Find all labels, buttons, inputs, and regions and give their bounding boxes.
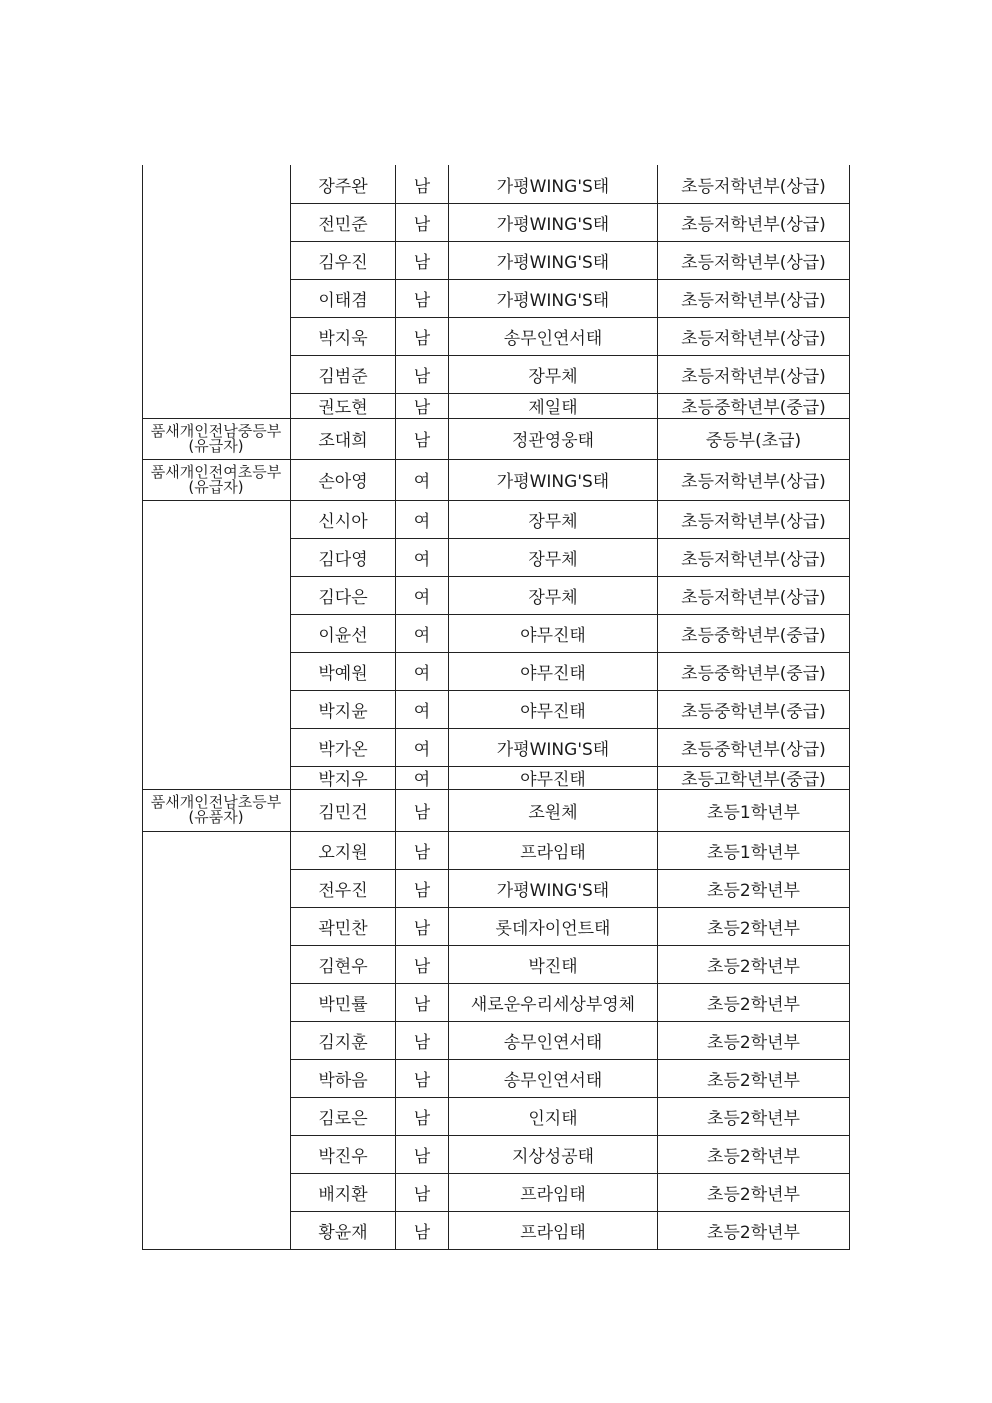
gender-cell: 남 xyxy=(413,214,431,235)
athlete-name-cell: 조대희 xyxy=(318,431,368,451)
gender-cell: 여 xyxy=(413,625,431,646)
gender-cell: 여 xyxy=(413,701,431,722)
dojang-cell: 장무체 xyxy=(528,511,578,532)
division-cell: 초등저학년부(상급) xyxy=(681,549,826,570)
column-divider xyxy=(448,165,449,1250)
athlete-name-cell: 장주완 xyxy=(318,176,368,197)
athlete-name-cell: 박지윤 xyxy=(318,701,368,722)
group-divider xyxy=(142,500,290,501)
dojang-cell: 송무인연서태 xyxy=(503,1070,603,1091)
division-cell: 초등저학년부(상급) xyxy=(681,366,826,387)
gender-cell: 남 xyxy=(413,290,431,311)
dojang-cell: 새로운우리세상부영체 xyxy=(470,994,636,1015)
dojang-cell: 야무진태 xyxy=(520,770,586,789)
dojang-cell: 야무진태 xyxy=(520,625,586,646)
division-cell: 초등2학년부 xyxy=(707,1184,800,1205)
gender-cell: 남 xyxy=(413,328,431,349)
gender-cell: 남 xyxy=(413,994,431,1015)
division-cell: 초등2학년부 xyxy=(707,880,800,901)
gender-cell: 남 xyxy=(413,431,431,451)
division-cell: 초등저학년부(상급) xyxy=(681,290,826,311)
gender-cell: 여 xyxy=(413,739,431,760)
column-divider xyxy=(657,165,658,1250)
division-cell: 초등1학년부 xyxy=(707,802,800,823)
athlete-name-cell: 김우진 xyxy=(318,252,368,273)
gender-cell: 남 xyxy=(413,802,431,823)
dojang-cell: 롯데자이언트태 xyxy=(495,918,611,939)
column-divider xyxy=(290,165,291,1250)
gender-cell: 여 xyxy=(413,511,431,532)
division-cell: 초등2학년부 xyxy=(707,918,800,939)
division-cell: 초등중학년부(중급) xyxy=(681,398,826,418)
row-divider xyxy=(290,1249,850,1250)
division-cell: 초등2학년부 xyxy=(707,1108,800,1129)
gender-cell: 남 xyxy=(413,1184,431,1205)
dojang-cell: 가평WING'S태 xyxy=(496,472,610,492)
dojang-cell: 장무체 xyxy=(528,366,578,387)
division-cell: 초등2학년부 xyxy=(707,1070,800,1091)
gender-cell: 여 xyxy=(413,770,431,789)
division-cell: 초등1학년부 xyxy=(707,842,800,863)
dojang-cell: 프라임태 xyxy=(520,1222,586,1243)
group-divider xyxy=(142,831,290,832)
column-divider xyxy=(849,165,850,1250)
gender-cell: 남 xyxy=(413,1222,431,1243)
gender-cell: 남 xyxy=(413,1108,431,1129)
athlete-name-cell: 김로은 xyxy=(318,1108,368,1129)
division-cell: 초등중학년부(중급) xyxy=(681,701,826,722)
category-cell: 품새개인전여초등부(유급자) xyxy=(150,462,282,496)
athlete-name-cell: 박예원 xyxy=(318,663,368,684)
athlete-name-cell: 신시아 xyxy=(318,511,368,532)
division-cell: 초등저학년부(상급) xyxy=(681,472,826,492)
dojang-cell: 야무진태 xyxy=(520,663,586,684)
athlete-name-cell: 전민준 xyxy=(318,214,368,235)
athlete-name-cell: 이윤선 xyxy=(318,625,368,646)
gender-cell: 남 xyxy=(413,1146,431,1167)
athlete-name-cell: 박진우 xyxy=(318,1146,368,1167)
athlete-name-cell: 황윤재 xyxy=(318,1222,368,1243)
group-divider xyxy=(142,1249,290,1250)
dojang-cell: 박진태 xyxy=(528,956,578,977)
gender-cell: 여 xyxy=(413,549,431,570)
dojang-cell: 정관영웅태 xyxy=(511,431,595,451)
gender-cell: 남 xyxy=(413,176,431,197)
division-cell: 초등중학년부(상급) xyxy=(681,739,826,760)
gender-cell: 남 xyxy=(413,398,431,418)
athlete-name-cell: 이태겸 xyxy=(318,290,368,311)
dojang-cell: 가평WING'S태 xyxy=(496,739,610,760)
division-cell: 초등저학년부(상급) xyxy=(681,587,826,608)
gender-cell: 남 xyxy=(413,1070,431,1091)
athlete-name-cell: 김민건 xyxy=(318,802,368,823)
athlete-name-cell: 배지환 xyxy=(318,1184,368,1205)
gender-cell: 남 xyxy=(413,366,431,387)
athlete-name-cell: 박하음 xyxy=(318,1070,368,1091)
division-cell: 초등2학년부 xyxy=(707,956,800,977)
athlete-name-cell: 김현우 xyxy=(318,956,368,977)
athlete-name-cell: 김다영 xyxy=(318,549,368,570)
division-cell: 중등부(초급) xyxy=(705,431,802,451)
dojang-cell: 장무체 xyxy=(528,587,578,608)
athlete-name-cell: 박지욱 xyxy=(318,328,368,349)
athlete-name-cell: 손아영 xyxy=(318,472,368,492)
division-cell: 초등저학년부(상급) xyxy=(681,176,826,197)
dojang-cell: 가평WING'S태 xyxy=(496,214,610,235)
gender-cell: 남 xyxy=(413,956,431,977)
dojang-cell: 가평WING'S태 xyxy=(496,880,610,901)
gender-cell: 여 xyxy=(413,472,431,492)
athlete-name-cell: 권도현 xyxy=(318,398,368,418)
dojang-cell: 장무체 xyxy=(528,549,578,570)
athlete-name-cell: 오지원 xyxy=(318,842,368,863)
division-cell: 초등2학년부 xyxy=(707,1146,800,1167)
gender-cell: 여 xyxy=(413,663,431,684)
division-cell: 초등저학년부(상급) xyxy=(681,214,826,235)
division-cell: 초등저학년부(상급) xyxy=(681,511,826,532)
dojang-cell: 조원체 xyxy=(528,802,578,823)
dojang-cell: 가평WING'S태 xyxy=(496,252,610,273)
division-cell: 초등중학년부(중급) xyxy=(681,663,826,684)
athlete-name-cell: 김다은 xyxy=(318,587,368,608)
division-cell: 초등중학년부(중급) xyxy=(681,625,826,646)
division-cell: 초등고학년부(중급) xyxy=(681,770,826,789)
athlete-name-cell: 김지훈 xyxy=(318,1032,368,1053)
dojang-cell: 송무인연서태 xyxy=(503,1032,603,1053)
gender-cell: 여 xyxy=(413,587,431,608)
athlete-name-cell: 전우진 xyxy=(318,880,368,901)
dojang-cell: 가평WING'S태 xyxy=(496,176,610,197)
division-cell: 초등2학년부 xyxy=(707,1032,800,1053)
athlete-name-cell: 박가온 xyxy=(318,739,368,760)
athlete-name-cell: 곽민찬 xyxy=(318,918,368,939)
athlete-name-cell: 박민률 xyxy=(318,994,368,1015)
category-cell: 품새개인전남중등부(유급자) xyxy=(150,421,282,455)
gender-cell: 남 xyxy=(413,918,431,939)
division-cell: 초등저학년부(상급) xyxy=(681,252,826,273)
gender-cell: 남 xyxy=(413,842,431,863)
division-cell: 초등2학년부 xyxy=(707,994,800,1015)
category-cell: 품새개인전남초등부(유품자) xyxy=(150,793,282,826)
dojang-cell: 인지태 xyxy=(528,1108,578,1129)
athlete-name-cell: 김범준 xyxy=(318,366,368,387)
dojang-cell: 프라임태 xyxy=(520,842,586,863)
gender-cell: 남 xyxy=(413,880,431,901)
dojang-cell: 프라임태 xyxy=(520,1184,586,1205)
dojang-cell: 가평WING'S태 xyxy=(496,290,610,311)
division-cell: 초등저학년부(상급) xyxy=(681,328,826,349)
gender-cell: 남 xyxy=(413,252,431,273)
dojang-cell: 송무인연서태 xyxy=(503,328,603,349)
column-divider xyxy=(142,165,143,1250)
dojang-cell: 야무진태 xyxy=(520,701,586,722)
division-cell: 초등2학년부 xyxy=(707,1222,800,1243)
column-divider xyxy=(395,165,396,1250)
athlete-name-cell: 박지우 xyxy=(318,770,368,789)
gender-cell: 남 xyxy=(413,1032,431,1053)
dojang-cell: 지상성공태 xyxy=(511,1146,595,1167)
dojang-cell: 제일태 xyxy=(528,398,578,418)
